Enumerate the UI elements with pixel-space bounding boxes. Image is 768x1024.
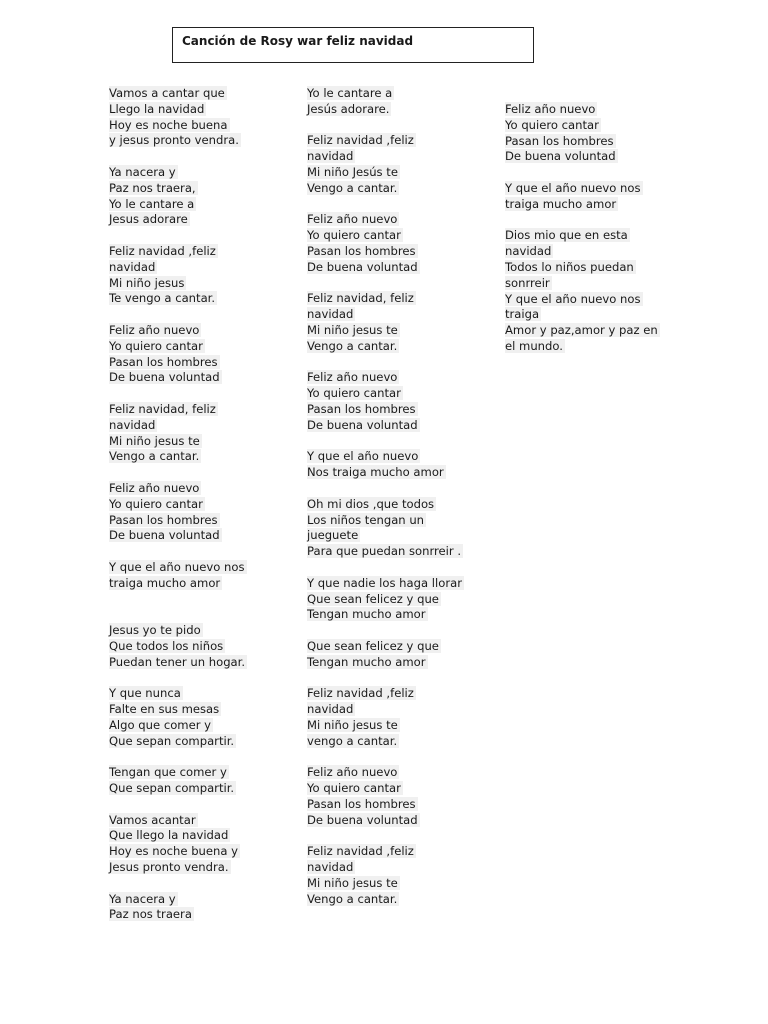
stanza-gap [109,544,247,560]
lyric-line [109,560,247,576]
lyric-text: Y que el año nuevo nos [505,180,641,195]
lyric-line [307,102,464,118]
stanza-gap [307,355,464,371]
lyric-line [307,592,464,608]
lyric-text: Feliz navidad ,feliz [307,844,414,859]
lyric-text: Yo quiero cantar [109,338,203,353]
stanza [109,560,247,592]
lyric-text: Pasan los hombres [307,401,416,416]
lyric-text: Amor y paz,amor y paz en [505,323,658,338]
lyric-text: Paz nos traera, [109,180,196,195]
lyric-text: traiga mucho amor [505,196,617,211]
lyric-text: Pasan los hombres [109,512,218,527]
lyric-line [505,102,660,118]
lyric-text: Feliz año nuevo [505,102,596,116]
lyric-text: Feliz año nuevo [307,212,398,227]
lyric-text: Vengo a cantar. [307,180,398,195]
lyric-line [109,291,247,307]
lyric-line [109,828,247,844]
stanza-gap [109,592,247,624]
lyric-line [109,623,247,639]
lyric-text: Mi niño jesus te [109,433,200,448]
lyric-text: Algo que comer y [109,717,212,732]
lyric-line [109,244,247,260]
lyric-text: Feliz navidad ,feliz [307,133,414,148]
lyric-text: vengo a cantar. [307,733,398,748]
lyric-text: y jesus pronto vendra. [109,133,239,148]
lyric-text: Feliz año nuevo [307,765,398,780]
lyric-line [307,465,464,481]
lyric-line [109,655,247,671]
lyric-text: el mundo. [505,338,563,353]
lyrics-column-2 [307,86,464,907]
lyric-text: Pasan los hombres [307,796,416,811]
lyric-text: navidad [307,860,354,875]
lyric-line [109,844,247,860]
lyric-line [307,655,464,671]
lyric-text: Mi niño jesus [109,275,185,290]
lyric-line [307,686,464,702]
lyric-text: Feliz navidad ,feliz [109,243,216,258]
lyric-line [109,892,247,908]
lyric-line [505,307,660,323]
lyric-line [307,370,464,386]
lyric-text: Mi niño jesus te [307,717,398,732]
lyric-line [109,434,247,450]
stanza-gap [307,197,464,213]
lyric-text: Que sepan compartir. [109,781,235,796]
lyric-text: Puedan tener un hogar. [109,654,246,669]
lyric-text: Que sean felicez y que [307,638,439,653]
lyric-line [307,765,464,781]
lyric-line [109,260,247,276]
lyric-line [307,639,464,655]
lyric-text: Y que el año nuevo nos [505,291,641,306]
lyric-line [109,402,247,418]
stanza [109,623,247,670]
lyric-line [505,339,660,355]
stanza [505,181,660,213]
lyric-line [109,497,247,513]
lyric-text: Jesus yo te pido [109,623,201,638]
stanza [307,86,464,118]
lyric-text: sonrreir [505,275,550,290]
lyric-text: Ya nacera y [109,164,176,179]
lyric-line [109,449,247,465]
stanza [109,86,247,149]
lyric-line [109,339,247,355]
stanza [307,844,464,907]
lyric-line [109,718,247,734]
stanza [505,102,660,165]
lyric-line [307,149,464,165]
lyric-text: Y que nadie los haga llorar [307,575,462,590]
lyric-line [307,607,464,623]
lyric-text: Hoy es noche buena y [109,844,239,859]
lyric-text: navidad [109,417,156,432]
lyric-line [505,260,660,276]
lyric-line [109,781,247,797]
lyrics-column-3 [505,102,660,355]
lyric-line [307,876,464,892]
stanza-gap [109,797,247,813]
lyric-line [109,86,247,102]
lyric-line [109,323,247,339]
stanza-gap [505,213,660,229]
lyric-line [307,212,464,228]
stanza-gap [307,118,464,134]
lyric-text: Que sepan compartir. [109,733,235,748]
lyric-text: Feliz navidad ,feliz [307,686,414,701]
lyric-text: Yo quiero cantar [307,781,401,796]
lyric-line [307,307,464,323]
lyric-line [307,165,464,181]
lyric-line [505,118,660,134]
lyric-line [307,860,464,876]
stanza-gap [505,165,660,181]
lyric-line [307,702,464,718]
stanza [307,497,464,560]
stanza [307,639,464,671]
stanza [109,686,247,749]
lyric-text: Mi niño Jesús te [307,164,398,179]
stanza [307,576,464,623]
lyric-line [307,844,464,860]
lyric-text: Tengan mucho amor [307,607,426,622]
lyric-line [109,481,247,497]
lyric-text: Nos traiga mucho amor [307,465,444,480]
lyric-line [307,402,464,418]
lyric-text: De buena voluntad [307,812,418,827]
lyric-text: Mi niño jesus te [307,322,398,337]
lyric-line [109,576,247,592]
lyric-line [505,149,660,165]
lyric-text: Te vengo a cantar. [109,291,216,306]
lyric-text: Y que el año nuevo nos [109,559,245,574]
lyric-text: Tengan mucho amor [307,654,426,669]
lyric-line [109,355,247,371]
stanza [109,765,247,797]
stanza-gap [109,465,247,481]
lyric-line [109,370,247,386]
lyric-text: navidad [109,259,156,274]
lyric-text: Hoy es noche buena [109,117,228,132]
lyric-line [505,323,660,339]
lyrics-column-1 [109,86,247,923]
lyric-line [307,544,464,560]
lyric-text: Feliz navidad, feliz [307,291,414,306]
lyric-text: navidad [307,149,354,164]
lyric-line [307,781,464,797]
lyric-text: Que sean felicez y que [307,591,439,606]
lyric-text: Todos lo niños puedan [505,259,634,274]
stanza [307,765,464,828]
stanza-gap [307,670,464,686]
lyric-line [109,702,247,718]
lyric-line [307,576,464,592]
lyric-text: De buena voluntad [109,528,220,543]
lyric-line [109,197,247,213]
lyric-text: Para que puedan sonrreir . [307,544,462,559]
stanza-gap [109,386,247,402]
lyric-line [307,323,464,339]
stanza-gap [109,749,247,765]
stanza [307,370,464,433]
lyric-line [307,528,464,544]
lyric-text: jueguete [307,528,359,543]
lyric-line [307,734,464,750]
lyric-line [307,718,464,734]
lyric-line [109,734,247,750]
lyric-line [109,813,247,829]
lyric-text: De buena voluntad [109,370,220,385]
lyric-line [307,813,464,829]
lyric-line [109,118,247,134]
lyric-text: Yo quiero cantar [307,386,401,401]
lyric-text: Vengo a cantar. [307,891,398,906]
lyric-line [109,765,247,781]
stanza-gap [109,149,247,165]
lyric-text: Dios mio que en esta [505,228,628,243]
lyric-text: Vamos acantar [109,812,196,827]
lyric-text: Mi niño jesus te [307,875,398,890]
stanza [307,686,464,749]
lyric-text: Jesús adorare. [307,101,390,116]
lyric-line [505,244,660,260]
lyric-text: De buena voluntad [307,259,418,274]
lyric-line [109,528,247,544]
lyric-line [505,181,660,197]
lyric-text: Los niños tengan un [307,512,425,527]
lyric-text: Paz nos traera [109,907,192,922]
lyric-line [307,181,464,197]
stanza-gap [307,749,464,765]
stanza [307,133,464,196]
stanza-gap [109,876,247,892]
lyric-line [109,418,247,434]
stanza [505,228,660,354]
lyric-text: Vengo a cantar. [307,338,398,353]
stanza [109,481,247,544]
lyric-text: Yo le cantare a [109,196,195,211]
lyric-line [307,228,464,244]
lyric-line [307,133,464,149]
document-title: Canción de Rosy war feliz navidad [182,34,414,48]
lyric-text: Pasan los hombres [505,133,614,148]
stanza [109,402,247,465]
stanza-gap [109,228,247,244]
lyric-line [505,228,660,244]
lyric-text: Vamos a cantar que [109,86,225,100]
lyric-text: navidad [505,244,552,259]
lyric-text: Que llego la navidad [109,828,229,843]
lyric-line [109,513,247,529]
lyric-text: Feliz año nuevo [109,322,200,337]
stanza-gap [109,670,247,686]
lyric-line [109,181,247,197]
lyric-text: Feliz año nuevo [109,480,200,495]
lyric-text: Oh mi dios ,que todos [307,496,435,511]
stanza [109,323,247,386]
lyric-text: Feliz año nuevo [307,370,398,385]
lyric-line [109,907,247,923]
lyric-line [109,133,247,149]
lyric-line [307,797,464,813]
lyric-text: Tengan que comer y [109,765,227,780]
stanza-gap [307,560,464,576]
lyric-line [307,449,464,465]
lyric-line [109,639,247,655]
lyric-line [109,276,247,292]
lyric-line [505,292,660,308]
stanza-gap [307,623,464,639]
stanza [307,212,464,275]
title-box [172,27,534,63]
stanza-gap [307,828,464,844]
stanza-gap [109,307,247,323]
lyric-text: Falte en sus mesas [109,702,220,717]
lyric-text: Y que el año nuevo [307,449,419,464]
lyric-text: Jesus adorare [109,212,188,227]
lyric-text: traiga mucho amor [109,575,221,590]
lyric-text: De buena voluntad [307,417,418,432]
lyric-line [307,260,464,276]
lyric-text: Pasan los hombres [307,243,416,258]
stanza [109,813,247,876]
lyric-text: navidad [307,307,354,322]
lyric-line [307,513,464,529]
lyric-text: Yo quiero cantar [505,117,599,132]
stanza-gap [307,276,464,292]
lyric-line [109,686,247,702]
lyric-text: navidad [307,702,354,717]
lyric-text: Pasan los hombres [109,354,218,369]
lyric-line [505,276,660,292]
stanza [109,165,247,228]
stanza [109,244,247,307]
lyric-line [109,102,247,118]
lyric-text: Yo quiero cantar [307,228,401,243]
lyric-line [307,291,464,307]
lyric-line [109,212,247,228]
lyric-text: Feliz navidad, feliz [109,401,216,416]
lyric-text: De buena voluntad [505,149,616,164]
stanza [307,291,464,354]
lyric-line [109,165,247,181]
lyric-line [307,892,464,908]
lyric-line [109,860,247,876]
lyric-text: Ya nacera y [109,891,176,906]
lyric-line [505,197,660,213]
lyric-text: Y que nunca [109,686,181,701]
lyric-text: Yo le cantare a [307,86,393,100]
lyric-line [307,418,464,434]
stanza [109,892,247,924]
lyric-text: Yo quiero cantar [109,496,203,511]
lyric-line [307,244,464,260]
lyric-text: traiga [505,307,540,322]
stanza-gap [307,481,464,497]
stanza-gap [307,434,464,450]
lyric-line [505,134,660,150]
lyric-text: Llego la navidad [109,101,205,116]
lyric-line [307,86,464,102]
lyric-line [307,497,464,513]
lyric-text: Vengo a cantar. [109,449,200,464]
lyric-text: Jesus pronto vendra. [109,860,229,875]
lyric-line [307,339,464,355]
lyric-line [307,386,464,402]
lyric-text: Que todos los niños [109,638,224,653]
stanza [307,449,464,481]
